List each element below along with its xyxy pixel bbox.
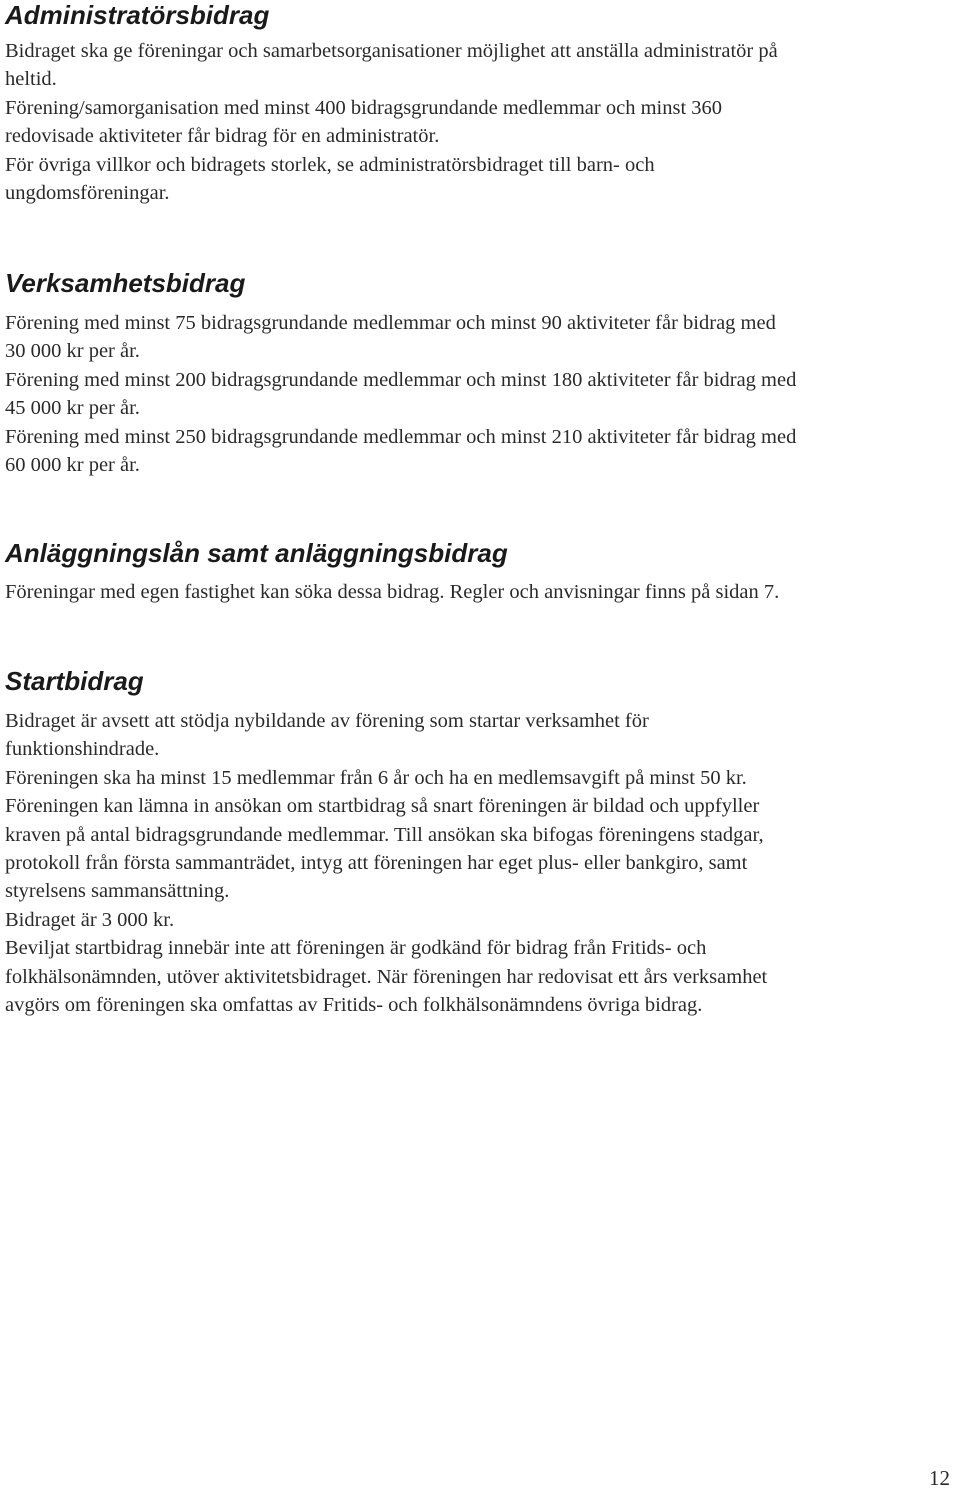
section-startbidrag	[5, 666, 955, 1019]
text-line: Beviljat startbidrag innebär inte att föreningen är godkänd för bidrag från Fritids- och	[5, 937, 707, 960]
text-line: Bidraget är avsett att stödja nybildande av förening som startar verksamhet för	[5, 710, 649, 732]
section-heading: Administratörsbidrag	[5, 0, 270, 30]
text-line: ungdomsföreningar.	[5, 182, 170, 205]
text-line: 45 000 kr per år.	[5, 397, 140, 420]
text-line: protokoll från första sammanträdet, intyg att föreningen har eget plus- eller bankgiro, samt	[5, 852, 748, 875]
section-heading: Startbidrag	[5, 666, 144, 696]
text-line: Förening med minst 75 bidragsgrundande medlemmar och minst 90 aktiviteter får bidrag med	[5, 312, 776, 334]
text-line: funktionshindrade.	[5, 738, 160, 761]
text-line: Bidraget ska ge föreningar och samarbetsorganisationer möjlighet att anställa administratör på	[5, 40, 778, 62]
section-body	[5, 707, 955, 1019]
section-verksamhetsbidrag	[5, 268, 955, 479]
text-line: Föreningen ska ha minst 15 medlemmar från 6 år och ha en medlemsavgift på minst 50 kr.	[5, 766, 747, 789]
text-line: Förening/samorganisation med minst 400 bidragsgrundande medlemmar och minst 360	[5, 96, 723, 119]
section-body	[5, 309, 955, 479]
text-line: Föreningen kan lämna in ansökan om startbidrag så snart föreningen är bildad och uppfyller	[5, 795, 760, 818]
text-line: folkhälsonämnden, utöver aktivitetsbidraget. När föreningen har redovisat ett års verksamhet	[5, 965, 768, 988]
text-line: 30 000 kr per år.	[5, 340, 140, 363]
text-line: avgörs om föreningen ska omfattas av Fritids- och folkhälsonämndens övriga bidrag.	[5, 994, 703, 1017]
page-number: 12	[929, 1466, 950, 1490]
text-line: 60 000 kr per år.	[5, 454, 140, 477]
section-administratorsbidrag	[5, 0, 955, 207]
text-line: redovisade aktiviteter får bidrag för en administratör.	[5, 125, 440, 148]
text-line: Förening med minst 250 bidragsgrundande medlemmar och minst 210 aktiviteter får bidrag med	[5, 425, 797, 448]
section-heading: Anläggningslån samt anläggningsbidrag	[5, 538, 508, 568]
section-body	[5, 578, 955, 606]
section-anlaggningslan	[5, 538, 955, 606]
text-line: kraven på antal bidragsgrundande medlemmar. Till ansökan ska bifogas föreningens stadgar,	[5, 823, 764, 846]
text-line: Bidraget är 3 000 kr.	[5, 908, 175, 931]
section-heading: Verksamhetsbidrag	[5, 268, 246, 298]
section-body	[5, 37, 955, 207]
text-line: heltid.	[5, 68, 57, 91]
text-line: För övriga villkor och bidragets storlek, se administratörsbidraget till barn- och	[5, 153, 655, 176]
text-line: Föreningar med egen fastighet kan söka dessa bidrag. Regler och anvisningar finns på sidan 7.	[5, 581, 780, 603]
text-line: styrelsens sammansättning.	[5, 880, 230, 903]
text-line: Förening med minst 200 bidragsgrundande medlemmar och minst 180 aktiviteter får bidrag med	[5, 368, 797, 391]
